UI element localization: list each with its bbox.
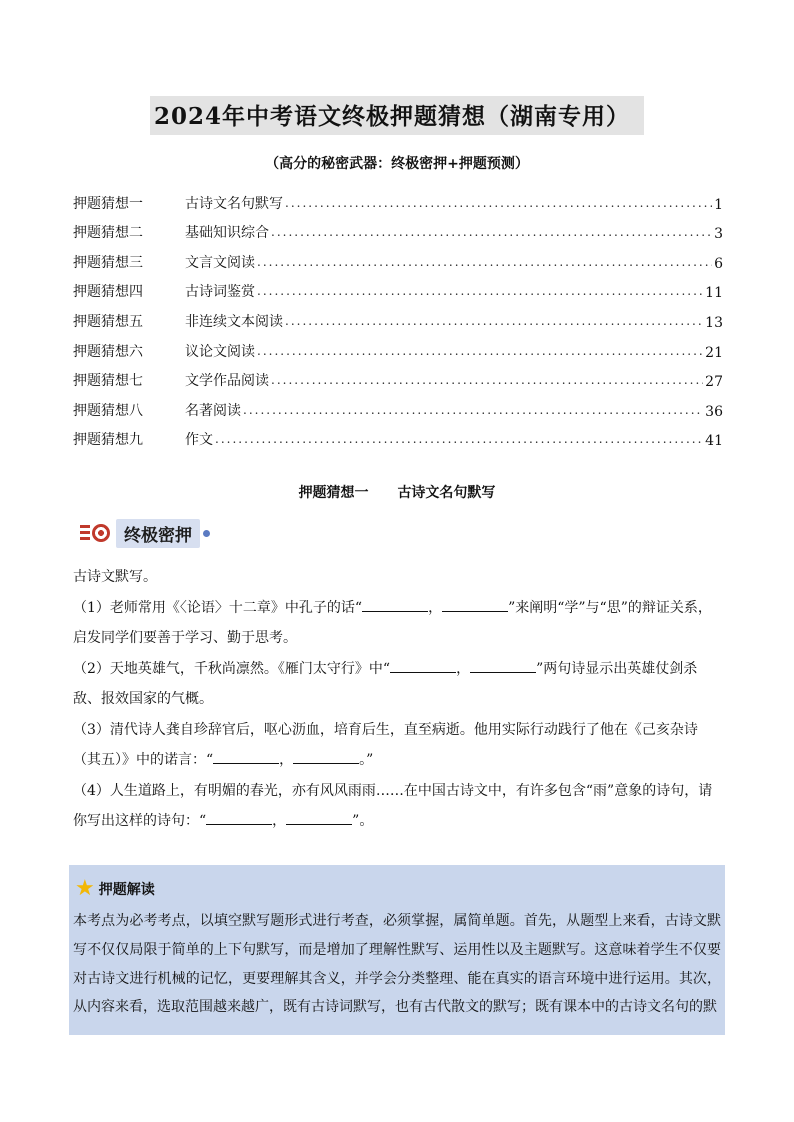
table-of-contents <box>73 183 723 449</box>
question-text: ”来阐明“学”与“思”的辩证关系，启发同学们要善于学习、勤于思考。 <box>73 599 712 646</box>
toc-leader <box>285 193 712 213</box>
toc-number: 押题猜想八 <box>73 402 143 419</box>
toc-page-number: 13 <box>705 314 723 331</box>
question-body <box>73 562 723 837</box>
toc-title: 文学作品阅读 <box>185 373 269 390</box>
toc-title: 作文 <box>185 432 213 449</box>
question-text: ， <box>279 752 294 768</box>
question-text: （1）老师常用《〈论语〉十二章》中孔子的话“ <box>73 599 363 616</box>
question-item-2 <box>73 654 723 715</box>
badge-dot <box>203 530 210 537</box>
question-text: ， <box>272 813 287 829</box>
section-heading <box>0 482 794 502</box>
answer-blank[interactable] <box>293 749 359 764</box>
toc-title: 文言文阅读 <box>185 254 255 271</box>
toc-page-number: 3 <box>714 226 723 243</box>
toc-page-number: 21 <box>705 344 723 361</box>
toc-row[interactable] <box>73 390 723 420</box>
toc-leader <box>257 252 712 272</box>
toc-row[interactable] <box>73 213 723 243</box>
toc-page-number: 27 <box>705 374 723 391</box>
answer-blank[interactable] <box>470 658 536 673</box>
question-intro: 古诗文默写。 <box>73 569 157 585</box>
question-text: （4）人生道路上，有明媚的春光，亦有风风雨雨……在中国古诗文中，有许多包含“雨”意象的诗句，请你写出这样的诗句：“ <box>73 782 713 829</box>
toc-row[interactable] <box>73 331 723 361</box>
analysis-box <box>69 865 725 1035</box>
toc-leader <box>257 341 703 361</box>
toc-row[interactable] <box>73 361 723 391</box>
title-area <box>0 96 794 135</box>
toc-title: 基础知识综合 <box>185 225 269 242</box>
question-item-4 <box>73 776 723 837</box>
toc-row[interactable] <box>73 272 723 302</box>
toc-number: 押题猜想四 <box>73 284 143 301</box>
toc-leader <box>285 311 703 331</box>
toc-number: 押题猜想七 <box>73 373 143 390</box>
badge-label: 终极密押 <box>116 519 200 548</box>
question-text: ”两句诗显示出英雄仗剑杀敌、报效国家的气概。 <box>73 660 698 707</box>
toc-page-number: 11 <box>705 285 723 302</box>
question-item-3 <box>73 715 723 776</box>
document-title: 2024年中考语文终极押题猜想（湖南专用） <box>150 96 644 135</box>
answer-blank[interactable] <box>206 810 272 825</box>
target-icon <box>78 520 114 546</box>
toc-title: 古诗词鉴赏 <box>185 284 255 301</box>
question-text: ， <box>428 599 443 616</box>
toc-number: 押题猜想五 <box>73 313 143 330</box>
question-text: 。” <box>359 752 374 768</box>
toc-row[interactable] <box>73 301 723 331</box>
analysis-title: 押题解读 <box>98 882 155 898</box>
toc-page-number: 41 <box>705 433 723 450</box>
toc-leader <box>243 400 703 420</box>
toc-row[interactable] <box>73 183 723 213</box>
analysis-text: 本考点为必考考点，以填空默写题形式进行考查，必须掌握，属简单题。首先，从题型上来看，古诗文默写不仅仅局限于简单的上下句默写，而是增加了理解性默写、运用性以及主题默写。这意味着学生不仅要对古诗文进行机械的记忆，更要理解其含义，并学会分类整理、能在真实的语言环境中进行运用。其次，从内容来看，选取范围越来越广，既有古诗词默写，也有古代散文的默写；既有课本中的古诗文名句的默 <box>73 913 721 1016</box>
question-text: （2）天地英雄气，千秋尚凛然。《雁门太守行》中“ <box>73 660 391 677</box>
section-badge <box>78 518 210 548</box>
toc-leader <box>215 429 703 449</box>
section-title: 古诗文名句默写 <box>397 485 496 501</box>
toc-leader <box>257 281 703 301</box>
toc-row[interactable] <box>73 242 723 272</box>
toc-leader <box>271 370 703 390</box>
toc-title: 古诗文名句默写 <box>185 195 283 212</box>
answer-blank[interactable] <box>362 597 428 612</box>
toc-number: 押题猜想二 <box>73 225 143 242</box>
answer-blank[interactable] <box>213 749 279 764</box>
answer-blank[interactable] <box>286 810 352 825</box>
toc-number: 押题猜想一 <box>73 195 143 212</box>
toc-title: 非连续文本阅读 <box>185 313 283 330</box>
toc-page-number: 1 <box>714 196 723 213</box>
toc-number: 押题猜想三 <box>73 254 143 271</box>
toc-title: 议论文阅读 <box>185 343 255 360</box>
toc-number: 押题猜想九 <box>73 432 143 449</box>
section-number: 押题猜想一 <box>298 485 369 501</box>
toc-page-number: 36 <box>705 403 723 420</box>
answer-blank[interactable] <box>390 658 456 673</box>
question-item-1 <box>73 593 723 654</box>
question-text: ， <box>456 660 471 677</box>
toc-number: 押题猜想六 <box>73 343 143 360</box>
question-text: ”。 <box>352 813 374 829</box>
toc-title: 名著阅读 <box>185 402 241 419</box>
star-icon: ★ <box>75 876 95 901</box>
toc-row[interactable] <box>73 420 723 450</box>
toc-leader <box>271 222 712 242</box>
toc-page-number: 6 <box>714 255 723 272</box>
question-text: （3）清代诗人龚自珍辞官后，呕心沥血，培育后生，直至病逝。他用实际行动践行了他在《己亥杂诗（其五）》中的诺言：“ <box>73 721 698 768</box>
answer-blank[interactable] <box>442 597 508 612</box>
document-subtitle: （高分的秘密武器：终极密押+押题预测） <box>265 156 529 172</box>
analysis-header <box>69 865 725 903</box>
